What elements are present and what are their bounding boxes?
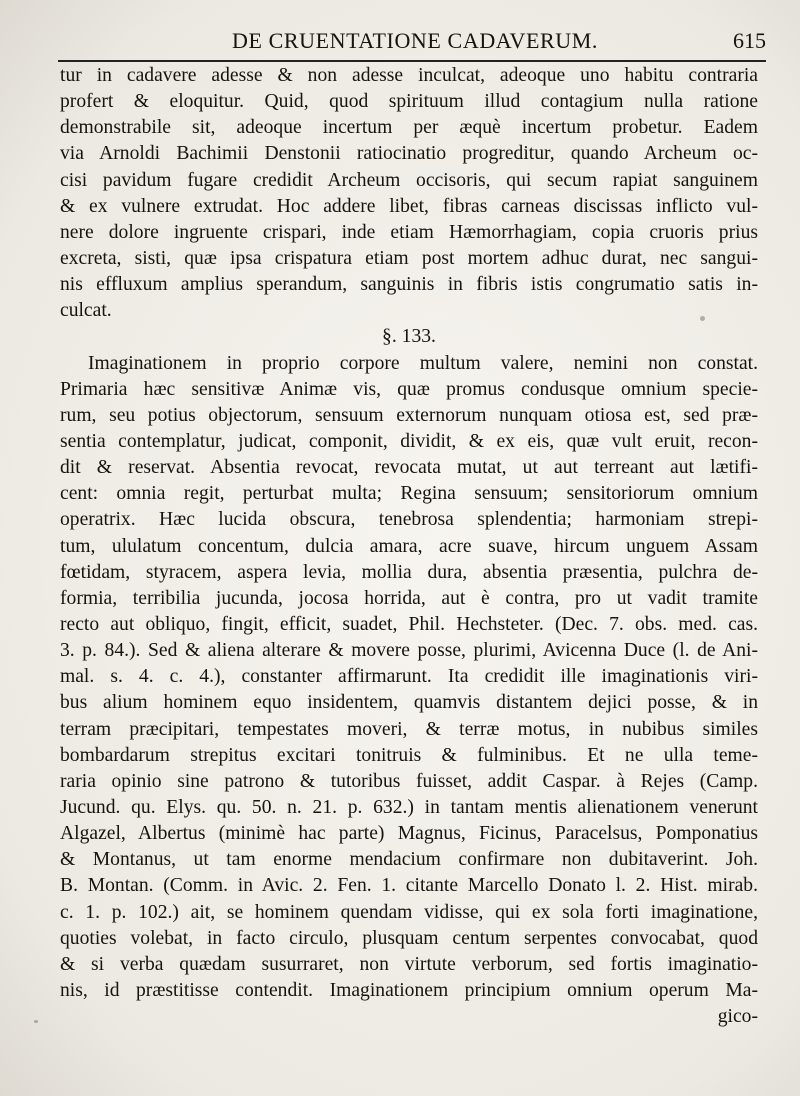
- text-line: Primaria hæc sensitivæ Animæ vis, quæ promus condusque omnium specie-: [60, 378, 758, 400]
- text-line: terram præcipitari, tempestates moveri, & terræ motus, in nubibus similes: [60, 718, 758, 740]
- text-line: & ex vulnere extrudat. Hoc addere libet, fibras carneas discissas inflicto vul-: [60, 195, 758, 217]
- text-line: via Arnoldi Bachimii Denstonii ratiocinatio progreditur, quando Archeum oc-: [60, 143, 758, 165]
- body-text: [60, 63, 758, 1030]
- text-line: recto aut obliquo, fingit, efficit, suadet, Phil. Hechsteter. (Dec. 7. obs. med. cas.: [60, 613, 758, 635]
- text-line: nis, id præstitisse contendit. Imaginationem principium omnium operum Ma-: [60, 979, 758, 1001]
- text-line: excreta, sisti, quæ ipsa crispatura etiam post mortem adhuc durat, nec sangui-: [60, 247, 758, 269]
- text-line: demonstrabile sit, adeoque incertum per æquè incertum probetur. Eadem: [60, 117, 758, 139]
- text-line: nere dolore ingruente crispari, inde etiam Hæmorrhagiam, copia cruoris prius: [60, 221, 758, 243]
- text-line: & Montanus, ut tam enorme mendacium confirmare non dubitaverint. Joh.: [60, 849, 758, 871]
- text-line: quoties volebat, in facto circulo, plusquam centum serpentes convocabat, quod: [60, 927, 758, 949]
- ink-spot: [34, 1020, 38, 1023]
- text-line: operatrix. Hæc lucida obscura, tenebrosa splendentia; harmoniam strepi-: [60, 509, 758, 531]
- text-line: tur in cadavere adesse & non adesse inculcat, adeoque uno habitu contraria: [60, 65, 758, 86]
- text-line: bombardarum strepitus excitari tonitruis & fulminibus. Et ne ulla teme-: [60, 744, 758, 766]
- page-header: [60, 26, 770, 56]
- text-line: rum, seu potius objectorum, sensuum externorum nunquam otiosa est, sed præ-: [60, 404, 758, 426]
- text-line: 3. p. 84.). Sed & aliena alterare & movere posse, plurimi, Avicenna Duce (l. de Ani-: [60, 640, 758, 662]
- header-rule: [58, 60, 766, 62]
- text-line: formia, terribilia jucunda, jocosa horrida, aut è contra, pro ut vadit tramite: [60, 587, 758, 609]
- text-line: cisi pavidum fugare credidit Archeum occisoris, qui secum rapiat sanguinem: [60, 169, 758, 191]
- text-line: fœtidam, styracem, aspera levia, mollia dura, absentia præsentia, pulchra de-: [60, 561, 758, 583]
- text-line: Algazel, Albertus (minimè hac parte) Magnus, Ficinus, Paracelsus, Pomponatius: [60, 823, 758, 845]
- section-heading: §. 133.: [382, 326, 436, 348]
- text-line: mal. s. 4. c. 4.), constanter affirmarunt. Ita credidit ille imaginationis viri-: [60, 666, 758, 688]
- running-head: DE CRUENTATIONE CADAVERUM.: [231, 28, 599, 53]
- text-line: c. 1. p. 102.) ait, se hominem quendam vidisse, qui ex sola forti imaginatione,: [60, 901, 758, 923]
- text-line: & si verba quædam susurraret, non virtute verborum, sed fortis imaginatio-: [60, 953, 758, 975]
- text-line: cent: omnia regit, perturbat multa; Regina sensuum; sensitoriorum omnium: [60, 483, 758, 505]
- text-line: Imaginationem in proprio corpore multum valere, nemini non constat.: [88, 352, 758, 374]
- text-line: nis effluxum amplius sperandum, sanguinis in fibris istis congrumatio satis in-: [60, 274, 758, 296]
- text-line: raria opinio sine patrono & tutoribus fuisset, addit Caspar. à Rejes (Camp.: [60, 770, 758, 792]
- text-line: dit & reservat. Absentia revocat, revocata mutat, ut aut terreant aut lætifi-: [60, 457, 758, 479]
- text-line: culcat.: [60, 300, 112, 322]
- text-line: Jucund. qu. Elys. qu. 50. n. 21. p. 632.) in tantam mentis alienationem venerunt: [60, 796, 758, 818]
- text-line: bus alium hominem equo insidentem, quamvis distantem dejici posse, & in: [60, 692, 758, 714]
- text-line: tum, ululatum concentum, dulcia amara, acre suave, hircum unguem Assam: [60, 535, 758, 557]
- page-number: 615: [733, 28, 766, 53]
- ink-spot: [700, 316, 705, 321]
- text-line: profert & eloquitur. Quid, quod spirituum illud contagium nulla ratione: [60, 91, 758, 113]
- text-line: sentia contemplatur, judicat, componit, dividit, & ex eis, quæ vult eruit, recon-: [60, 430, 758, 452]
- catchword: gico-: [717, 1006, 758, 1028]
- text-line: B. Montan. (Comm. in Avic. 2. Fen. 1. citante Marcello Donato l. 2. Hist. mirab.: [60, 875, 758, 897]
